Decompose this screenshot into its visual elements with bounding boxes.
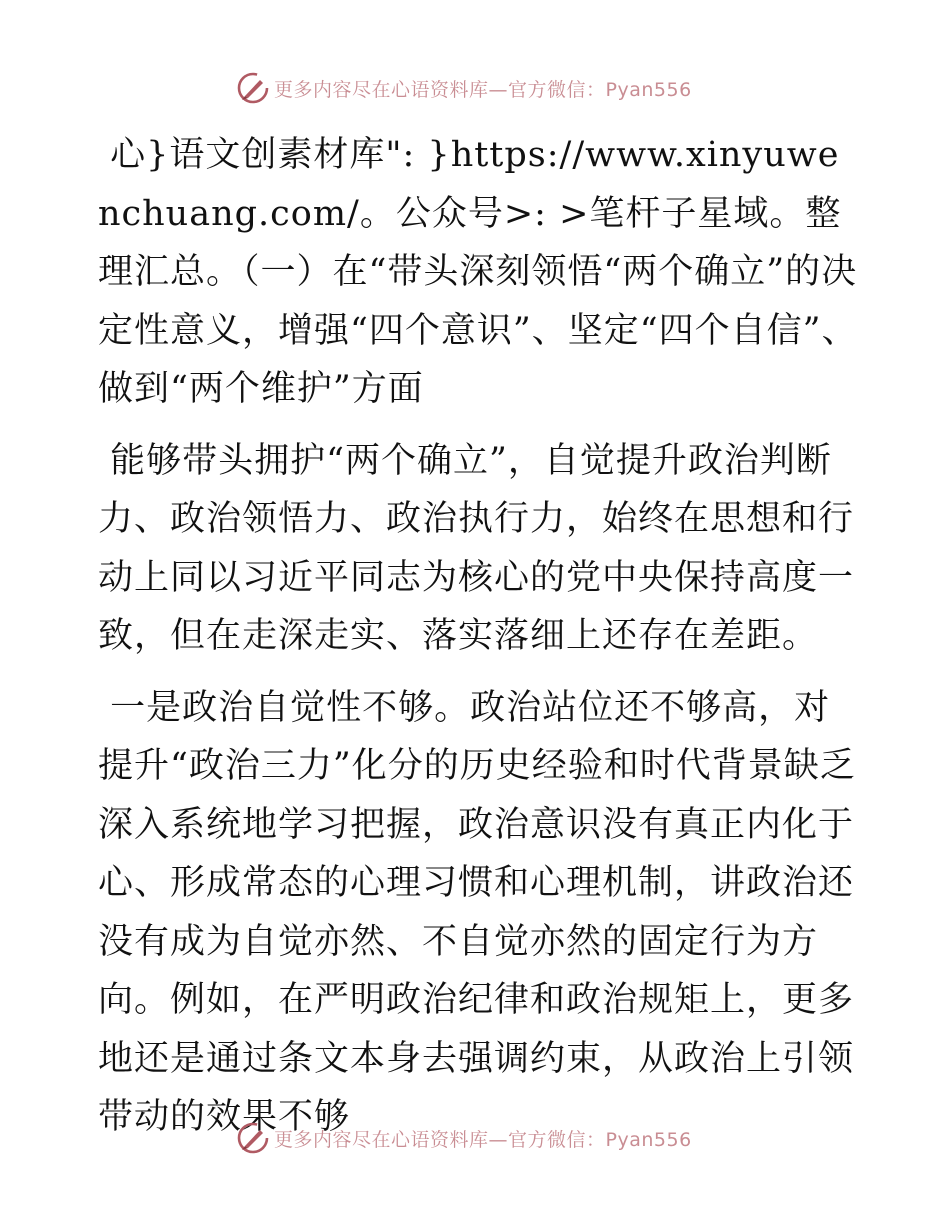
header-watermark-banner: [0, 68, 950, 108]
watermark-text: 更多内容尽在心语资料库—官方微信：Pyan556: [274, 78, 692, 101]
footer-watermark-banner: [0, 1118, 950, 1158]
brush-circle-logo-icon: [236, 71, 270, 105]
paragraph-support: 能够带头拥护“两个确立”，自觉提升政治判断力、政治领悟力、政治执行力，始终在思想和行动上同以习近平同志为核心的党中央保持高度一致，但在走深走实、落实落细上还存在差距。: [98, 440, 855, 656]
watermark-group: [236, 68, 692, 108]
watermark-group: [236, 1118, 692, 1158]
watermark-text: 更多内容尽在心语资料库—官方微信：Pyan556: [274, 1128, 692, 1151]
document-body: [98, 126, 858, 1147]
brush-circle-logo-icon: [236, 1121, 270, 1155]
paragraph-point-one: 一是政治自觉性不够。政治站位还不够高，对提升“政治三力”化分的历史经验和时代背景缺乏深入系统地学习把握，政治意识没有真正内化于心、形成常态的心理习惯和心理机制，讲政治还没有成为自觉亦然、不自觉亦然的固定行为方向。例如，在严明政治纪律和政治规矩上，更多地还是通过条文本身去强调约束，从政治上引领带动的效果不够: [98, 687, 856, 1137]
paragraph-intro: 心}语文创素材库": }https://www.xinyuwenchuang.com/。公众号>: >笔杆子星域。整理汇总。（一）在“带头深刻领悟“两个确立”的决定性意义，增强“四个意识”、坚定“四个自信”、做到“两个维护”方面: [98, 135, 858, 409]
